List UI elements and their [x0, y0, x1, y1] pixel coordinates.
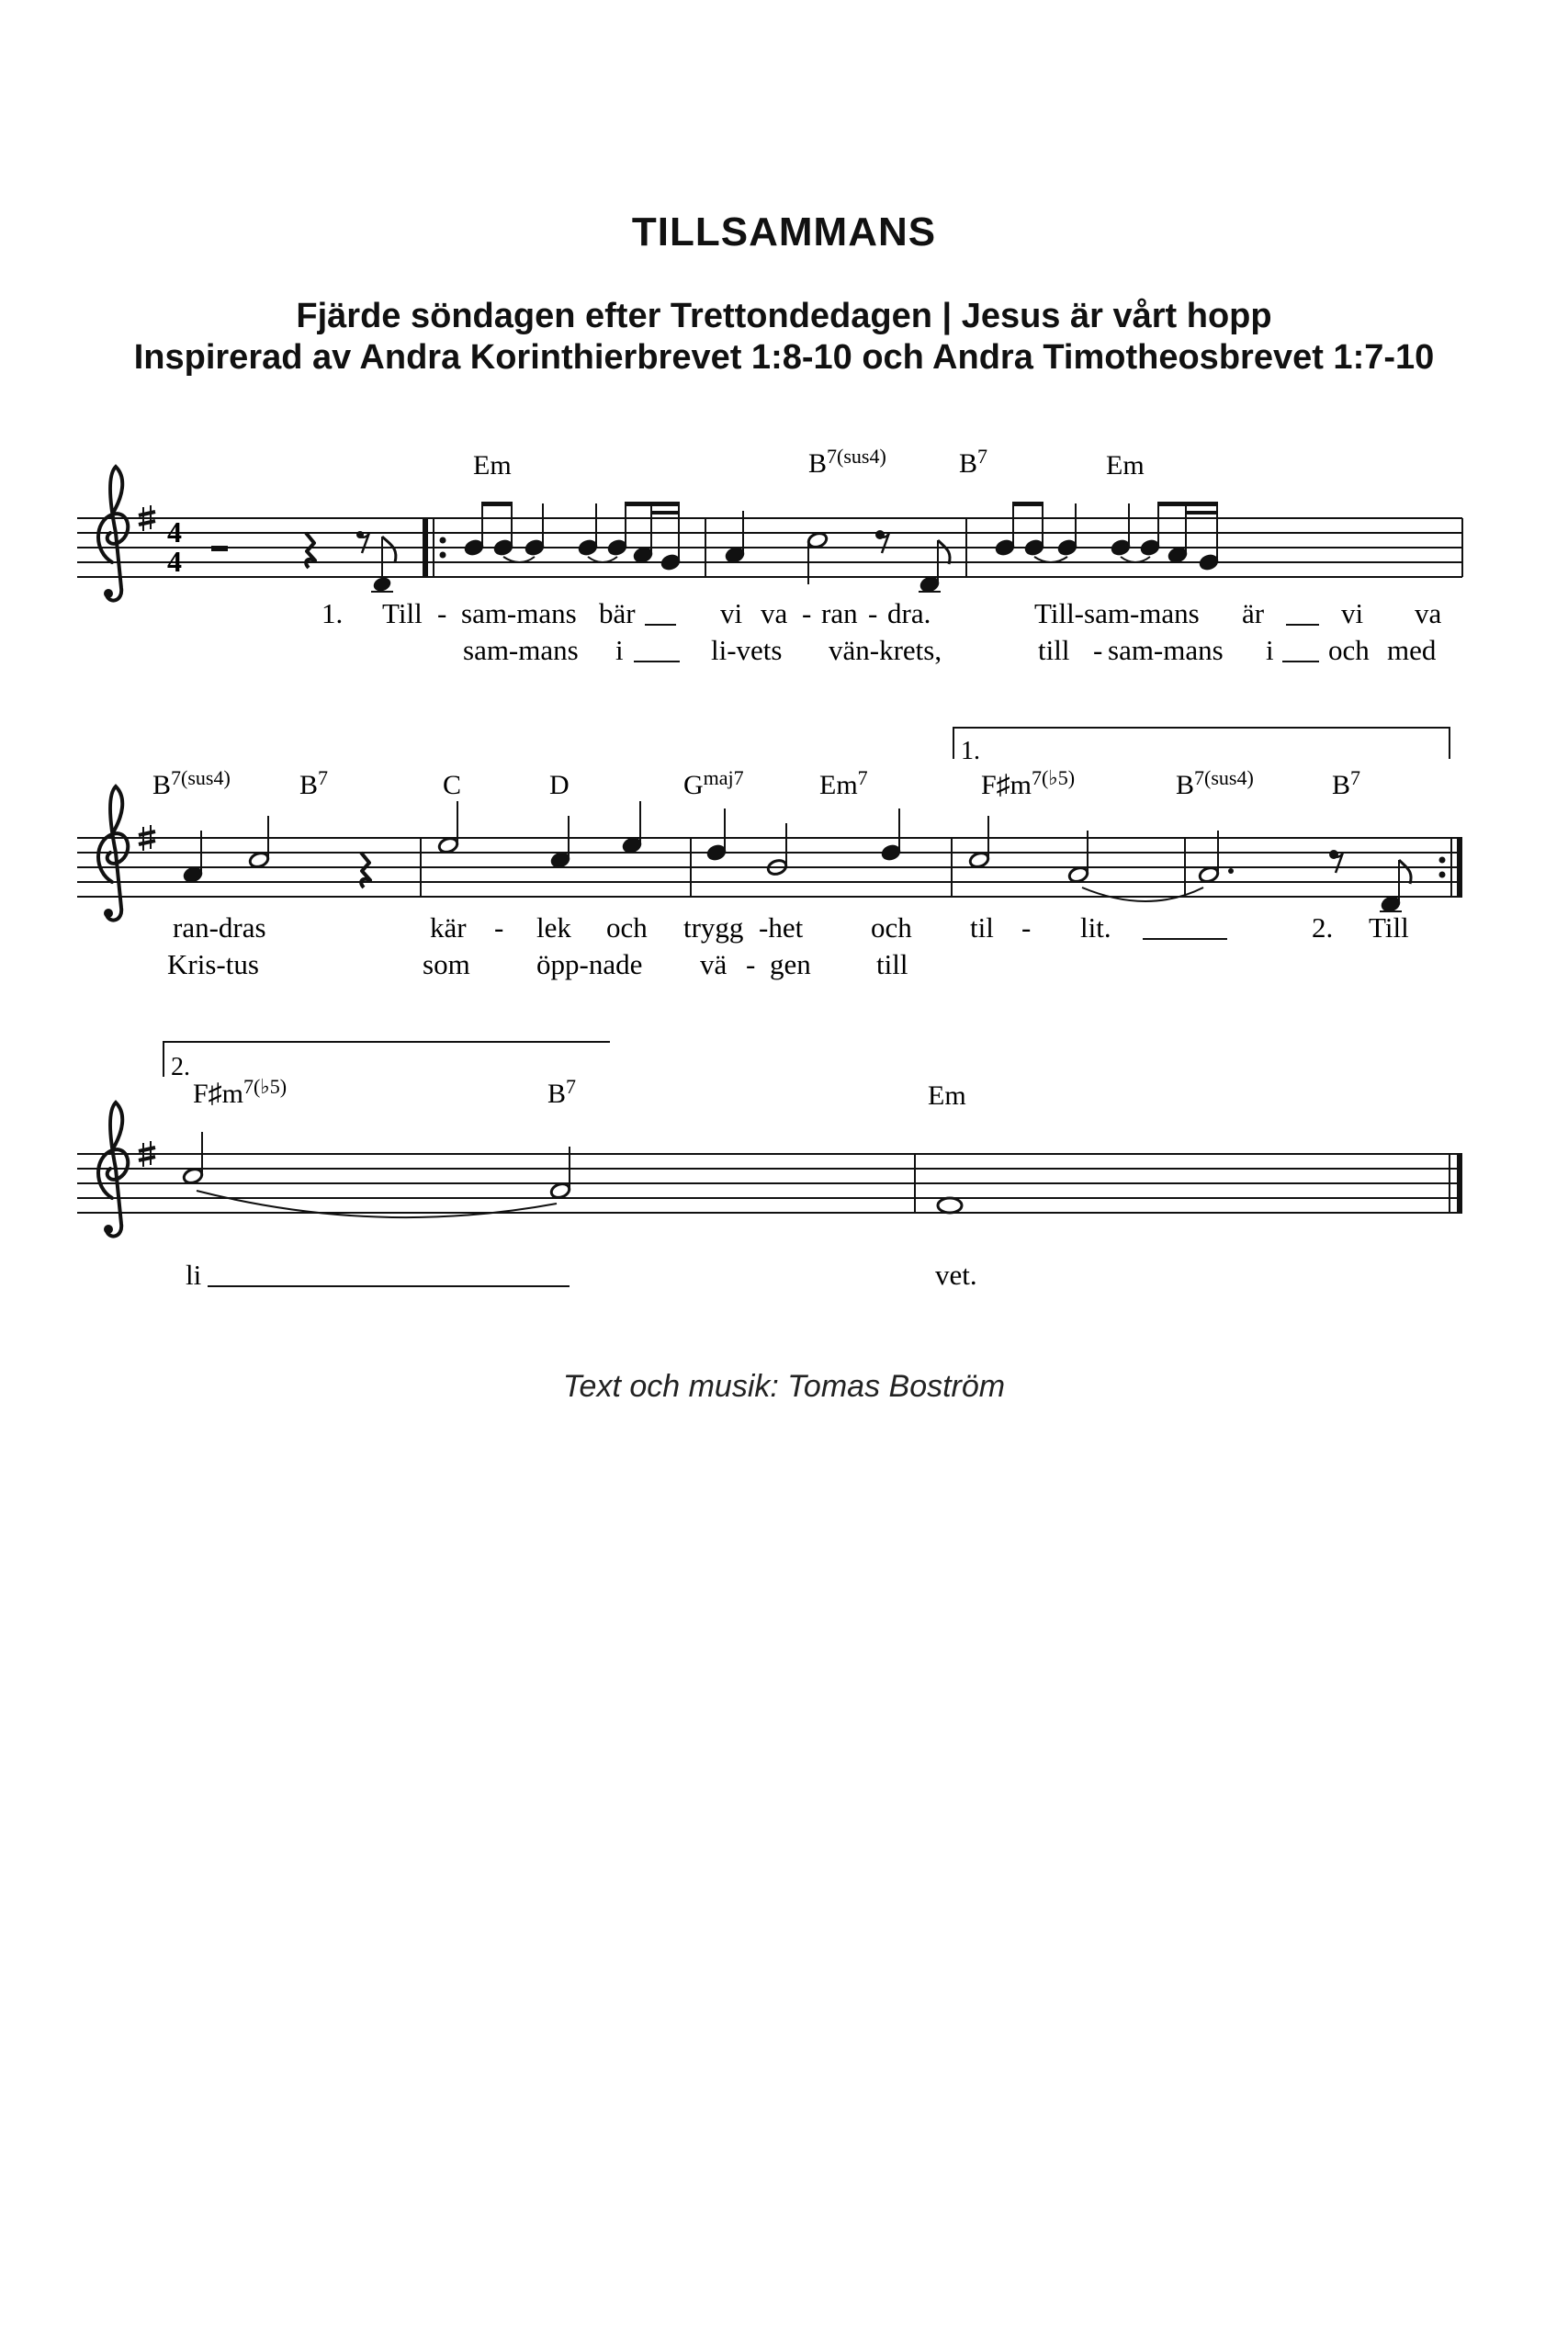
measure-3-notes	[995, 502, 1220, 571]
svg-text:vi: vi	[1341, 597, 1364, 629]
svg-text:öpp-nade: öpp-nade	[536, 948, 643, 980]
chord-b7sus4-2: $B^{7(sus4)}$	[152, 766, 231, 800]
system-3	[77, 1042, 1462, 1291]
svg-text:och: och	[606, 911, 648, 944]
chord-fsharp-m7b5-1: $F♯m^{7(♭5)}$	[981, 766, 1076, 800]
lyrics-verse-1-system-1	[321, 597, 1442, 629]
svg-text:Till: Till	[1369, 911, 1409, 944]
volta-2-bracket	[164, 1042, 610, 1081]
measure-10-notes	[938, 1198, 962, 1213]
note-pickup	[371, 537, 396, 594]
measure-2-notes	[725, 511, 950, 594]
svg-text:och: och	[1328, 634, 1370, 666]
svg-text:Till: Till	[382, 597, 423, 629]
svg-text:-: -	[802, 597, 812, 629]
svg-text:2.: 2.	[171, 1053, 190, 1081]
svg-text:lit.: lit.	[1080, 911, 1111, 944]
svg-text:är: är	[1242, 597, 1265, 629]
volta-1-bracket	[953, 728, 1450, 765]
svg-text:til: til	[970, 911, 994, 944]
svg-text:vän-krets,: vän-krets,	[829, 634, 942, 666]
svg-text:2.: 2.	[1312, 911, 1334, 944]
measure-7-notes	[968, 816, 1203, 901]
svg-text:-: -	[1021, 911, 1032, 944]
measure-5-notes	[437, 801, 642, 869]
svg-text:ran: ran	[821, 597, 858, 629]
svg-text:-: -	[494, 911, 504, 944]
eighth-rest	[356, 531, 369, 553]
svg-text:och: och	[871, 911, 912, 944]
svg-text:bär: bär	[599, 597, 636, 629]
chord-em-2: Em	[1106, 450, 1145, 481]
svg-text:lek: lek	[536, 911, 571, 944]
svg-text:sam-mans: sam-mans	[463, 634, 579, 666]
svg-text:-: -	[868, 597, 878, 629]
time-sig-top: 4	[167, 515, 182, 548]
chord-em7: Em$^7$	[819, 766, 868, 800]
time-sig-bottom: 4	[167, 545, 182, 578]
staff-lines-3	[77, 1154, 1462, 1213]
measure-6-notes	[706, 808, 902, 876]
svg-text:va: va	[761, 597, 788, 629]
staff-lines-1	[77, 518, 1462, 577]
svg-text:vi: vi	[720, 597, 743, 629]
svg-text:ran-dras: ran-dras	[173, 911, 266, 944]
chord-c: C	[443, 770, 462, 800]
half-rest	[211, 546, 228, 551]
svg-text:va: va	[1415, 597, 1442, 629]
svg-text:dra.: dra.	[887, 597, 931, 629]
svg-text:sam-mans: sam-mans	[1108, 634, 1224, 666]
svg-text:kär: kär	[430, 911, 467, 944]
chord-d: D	[549, 770, 570, 800]
chord-em-3: Em	[928, 1080, 966, 1111]
measure-8-notes	[1198, 831, 1411, 913]
svg-text:Till-sam-mans: Till-sam-mans	[1034, 597, 1200, 629]
svg-text:till: till	[876, 948, 908, 980]
chord-fsharp-m7b5-2: $F♯m^{7(♭5)}$	[193, 1075, 288, 1109]
svg-text:1.: 1.	[961, 737, 980, 765]
svg-text:med: med	[1387, 634, 1437, 666]
lyrics-verse-2-system-1	[463, 634, 1437, 666]
svg-text:-: -	[1093, 634, 1103, 666]
svg-text:-: -	[437, 597, 447, 629]
lyrics-verse-1-system-2	[173, 911, 1409, 944]
measure-1-notes	[464, 502, 682, 571]
chord-gmaj7: $G^{maj7}$	[683, 766, 744, 800]
chord-b7-1: $B^7$	[959, 445, 988, 479]
subtitle-inspiration: Inspirerad av Andra Korinthierbrevet 1:8-10 och Andra Timotheosbrevet 1:7-10	[133, 338, 1435, 377]
svg-text:i: i	[1266, 634, 1274, 666]
system-1	[77, 445, 1462, 666]
svg-text:li-vets: li-vets	[711, 634, 783, 666]
credit-line: Text och musik: Tomas Boström	[562, 1369, 1006, 1404]
chord-b7sus4-3: $B^{7(sus4)}$	[1176, 766, 1254, 800]
chord-b7-4: $B^7$	[547, 1075, 577, 1109]
svg-text:-: -	[746, 948, 756, 980]
svg-text:vet.: vet.	[935, 1259, 977, 1291]
svg-text:i: i	[615, 634, 624, 666]
svg-text:Kris-tus: Kris-tus	[167, 948, 259, 980]
chord-b7sus4-1: $B^{7(sus4)}$	[808, 445, 886, 479]
svg-text:li: li	[186, 1259, 202, 1291]
subtitle-occasion: Fjärde söndagen efter Trettondedagen | Jesus är vårt hopp	[296, 297, 1272, 335]
chord-b7-2: $B^7$	[299, 766, 329, 800]
svg-text:vä: vä	[700, 948, 728, 980]
svg-text:till: till	[1038, 634, 1070, 666]
svg-text:trygg: trygg	[683, 911, 744, 944]
svg-text:gen: gen	[770, 948, 811, 980]
svg-text:1.: 1.	[321, 597, 344, 629]
svg-text:sam-mans: sam-mans	[461, 597, 577, 629]
lyrics-verse-1-system-3	[186, 1259, 977, 1291]
system-2	[77, 728, 1462, 980]
svg-text:som: som	[423, 948, 470, 980]
chord-b7-3: $B^7$	[1332, 766, 1361, 800]
chord-em-1: Em	[473, 450, 512, 481]
song-title: TILLSAMMANS	[631, 209, 937, 254]
measure-9-notes	[182, 1132, 571, 1217]
lyrics-verse-2-system-2	[167, 948, 908, 980]
svg-text:-het: -het	[759, 911, 804, 944]
